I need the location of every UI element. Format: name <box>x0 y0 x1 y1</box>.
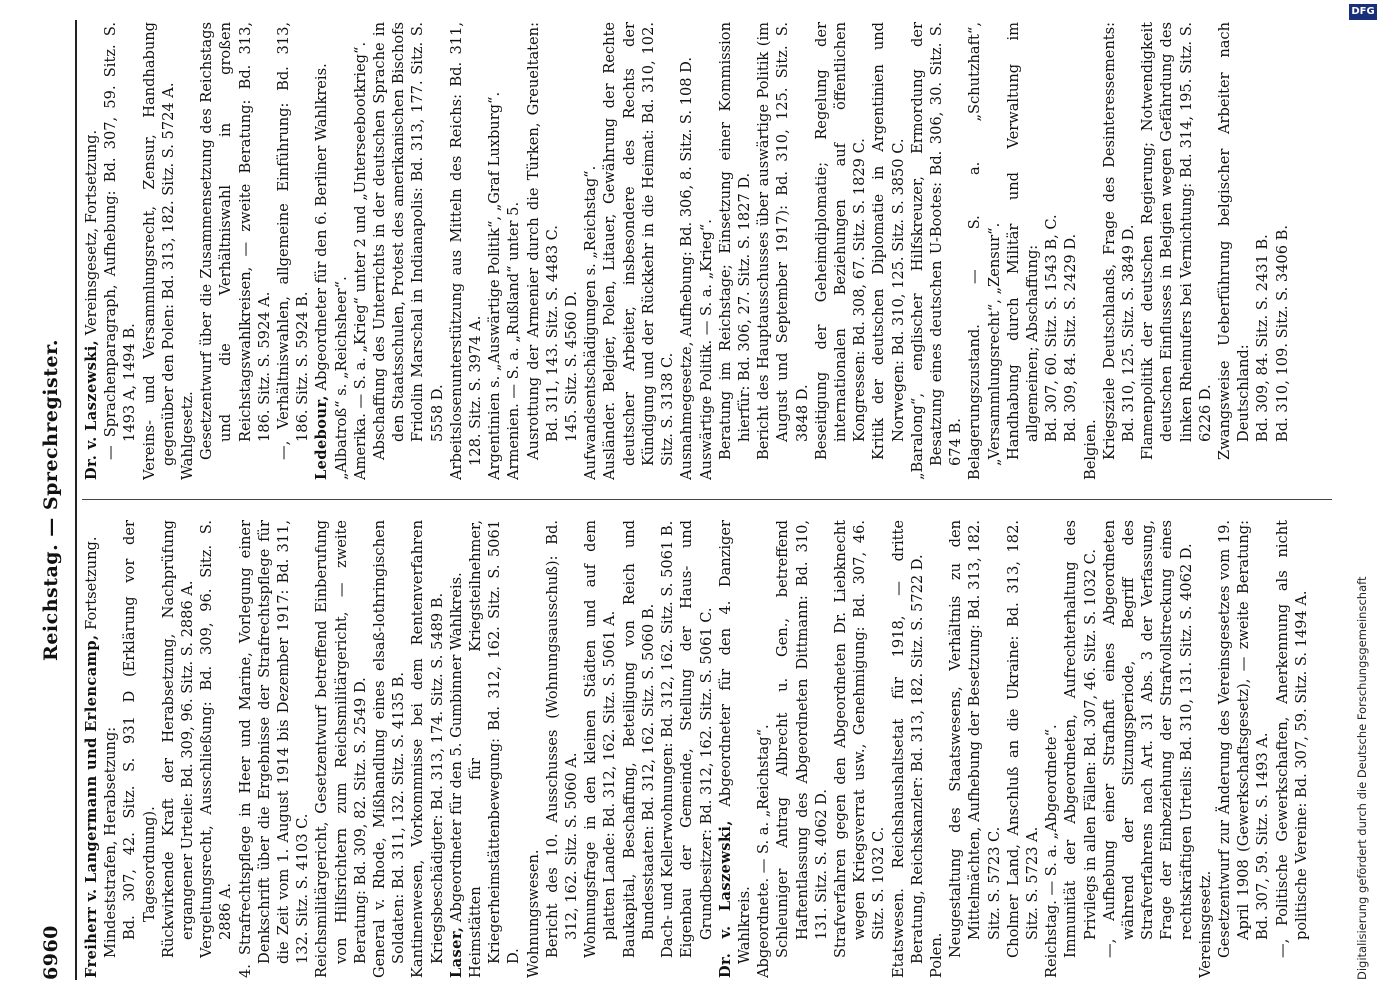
register-entry <box>524 520 543 978</box>
register-entry <box>927 520 946 978</box>
entry-text: Bericht des Hauptausschusses über auswärtige Politik (im August und September 1917): Bd. 310, 125. Sitz. S. 3848 D. <box>755 22 811 460</box>
register-entry <box>447 22 485 480</box>
entry-text: Strafverfahren gegen den Abgeordneten Dr. Liebknecht wegen Kriegsverrat usw., Genehmigung: Bd. 307, 46. Sitz. S. 1032 C. <box>831 520 888 958</box>
entry-text: —, Verhältniswahlen, allgemeine Einführung: Bd. 313, 186. Sitz. S. 5924 B. <box>275 22 312 460</box>
entry-heading: Ledebour, <box>313 395 331 480</box>
entry-text: —, Politische Gewerkschaften, Anerkennung als nicht politische Vereine: Bd. 307, 59. Sitz. S. 1494 A. <box>1273 520 1310 958</box>
entry-text: Abgeordneter für den 6. Berliner Wahlkreis. <box>313 63 331 396</box>
register-entry <box>1042 22 1061 480</box>
entry-text: Dach- und Kellerwohnungen: Bd. 312, 162. Sitz. S. 5061 B. <box>659 520 677 958</box>
entry-text: „Albatroß“ s. „Reichsheer“. <box>332 276 350 480</box>
entry-text: Belagerungszustand. — S. a. „Schutzhaft“, „Versammlungsrecht“, „Zensur“. <box>966 22 1003 480</box>
register-entry <box>1061 520 1099 978</box>
entry-text: Fortsetzung. <box>83 536 100 635</box>
entry-text: Bd. 307, 60. Sitz. S. 1543 B, C. <box>1043 214 1061 442</box>
register-entry <box>101 22 139 480</box>
register-entry <box>312 22 331 480</box>
entry-text: Schleuniger Antrag Albrecht u. Gen., betreffend Haftentlassung des Abgeordneten Dittmann: Bd. 310, 131. Sitz. S. 4062 D. <box>774 520 830 958</box>
register-entry <box>1061 22 1080 480</box>
page-number: 6960 <box>40 925 62 980</box>
register-entry <box>697 22 716 480</box>
register-entry <box>658 520 677 978</box>
entry-heading: Freiherr v. Langermann und Erlencamp, <box>83 634 100 978</box>
entry-text: 4. Strafrechtspflege in Heer und Marine, Vorlegung einer Denkschrift über die Ergebnisse der Strafrechtspflege für die Zeit vom 1. August 1914 bis Dezember 1917: Bd. 311, 132. Sitz. S. 4103 C. <box>236 520 312 978</box>
register-entry <box>1042 520 1061 978</box>
entry-text: Wahlgesetz. <box>179 391 197 480</box>
register-entry <box>524 22 562 480</box>
page-header <box>40 20 80 980</box>
header-rule <box>75 20 77 980</box>
entry-text: Heimstätten für Kriegsteilnehmer, Kriegerheimstättenbewegung: Bd. 312, 162. Sitz. S. 5061 D. <box>467 520 523 978</box>
register-entry <box>1196 520 1215 978</box>
register-entry <box>562 22 581 480</box>
entry-text: „Baralong“, englischer Hilfskreuzer, Ermordung der Besatzung eines deutschen U-Bootes: Bd. 306, 30. Sitz. S. 674 B. <box>908 22 965 480</box>
entry-text: Gesetzentwurf über die Zusammensetzung des Reichstags und die Verhältniswahl in großen Reichstagswahlkreisen, — zweite Beratung: Bd. 313, 186. Sitz. S. 5924 A. <box>198 22 273 460</box>
register-entry <box>773 520 831 978</box>
funding-note: Digitalisierung gefördert durch die Deutsche Forschungsgemeinschaft <box>1355 576 1369 980</box>
register-entry <box>908 22 966 480</box>
dfg-logo: DFG <box>1349 4 1377 20</box>
register-entry <box>1081 22 1100 480</box>
entry-text: Reichsmilitärgericht, Gesetzentwurf betreffend Einberufung von Hilfsrichtern zum Reichsmilitärgericht, — zweite Beratung: Bd. 309, 82. Sitz. S. 2549 D. <box>313 520 369 978</box>
register-entry <box>889 520 927 978</box>
register-entry <box>1273 22 1292 480</box>
entry-text: Ausrottung der Armenier durch die Türken, Greueltaten: Bd. 311, 143. Sitz. S. 4483 C. <box>524 22 561 460</box>
entry-text: Bd. 309, 84. Sitz. S. 2429 D. <box>1062 233 1080 442</box>
entry-text: Vereinsgesetz, Fortsetzung. <box>83 129 100 340</box>
register-entry <box>1215 22 1253 480</box>
entry-text: Rückwirkende Kraft der Herabsetzung, Nachprüfung ergangener Urteile: Bd. 309, 96. Sitz. S. 2886 A. <box>159 520 197 958</box>
entry-text: Arbeitslosenunterstützung aus Mitteln des Reichs: Bd. 311, 128. Sitz. S. 3974 A. <box>447 22 485 480</box>
register-entry <box>101 520 120 978</box>
register-entry <box>754 520 773 978</box>
register-entry <box>600 22 677 480</box>
entry-text: Baukapital, Beschaffung, Beteiligung von Reich und Bundesstaaten: Bd. 312, 162. Sitz. S. 5060 B. <box>620 520 657 958</box>
register-entry <box>197 22 274 480</box>
entry-text: Bd. 307, 42. Sitz. S. 931 D (Erklärung vor der Tagesordnung). <box>121 520 158 940</box>
entry-text: Vereinsgesetz. <box>1196 870 1214 978</box>
register-entry <box>1100 520 1196 978</box>
entry-text: Handhabung durch Militär und Verwaltung im allgemeinen; Abschaffung: <box>1004 22 1041 460</box>
register-entry <box>581 22 600 480</box>
entry-text: Immunität der Abgeordneten, Aufrechterhaltung des Privilegs in allen Fällen: Bd. 307, 46. Sitz. S. 1032 C. <box>1062 520 1099 958</box>
register-entry <box>869 22 907 480</box>
entry-text: Abgeordneter für den 5. Gumbinner Wahlkreis. <box>447 572 465 927</box>
register-entry <box>274 22 312 480</box>
register-entry <box>370 520 408 978</box>
register-entry <box>197 520 235 978</box>
register-entry <box>754 22 812 480</box>
register-entry <box>140 22 178 480</box>
entry-text: Bd. 310, 109. Sitz. S. 3406 B. <box>1273 224 1291 442</box>
register-entry <box>447 520 466 978</box>
entry-text: Etatswesen. Reichshaushaltsetat für 1918, — dritte Beratung, Reichskanzler: Bd. 313, 182. Sitz. S. 5722 D. <box>889 520 926 978</box>
entry-text: 145. Sitz. S. 4560 D. <box>563 291 581 442</box>
entry-text: Polen. <box>927 932 945 978</box>
entry-text: Wohnungswesen. <box>524 849 542 978</box>
register-entry <box>1253 22 1272 480</box>
register-entry <box>831 520 889 978</box>
entry-text: Amerika. — S. a. „Krieg“ unter 2 und „Unterseebootkrieg“. <box>351 41 369 480</box>
register-entry <box>965 22 1003 480</box>
register-entry <box>1004 520 1042 978</box>
register-entry <box>677 22 696 480</box>
entry-text: — Sprachenparagraph, Aufhebung: Bd. 307, 59. Sitz. S. 1493 A, 1494 B. <box>102 22 139 460</box>
register-entry <box>82 520 101 978</box>
register-entry <box>677 520 715 978</box>
right-column <box>82 22 1352 480</box>
entry-text: Belgien. <box>1081 419 1099 480</box>
entry-text: Vereins- und Versammlungsrecht, Zensur, Handhabung gegenüber den Polen: Bd. 313, 182. Sitz. S. 5724 A. <box>140 22 177 480</box>
entry-text: Argentinien s. „Auswärtige Politik“, „Graf Luxburg“. <box>486 91 504 480</box>
left-column <box>82 520 1352 978</box>
entry-text: Beratung im Reichstage; Einsetzung einer Kommission hierfür: Bd. 306, 27. Sitz. S. 1827 D. <box>716 22 753 460</box>
register-entry <box>620 520 658 978</box>
register-entry <box>812 22 870 480</box>
entry-text: Ausnahmegesetze, Aufhebung: Bd. 306, 8. Sitz. S. 108 D. <box>678 57 696 480</box>
entry-text: Gesetzentwurf zur Änderung des Vereinsgesetzes vom 19. April 1908 (Gewerkschaftsgesetz), — zweite Beratung: Bd. 307, 59. Sitz. S. 1493 A. <box>1215 520 1272 958</box>
entry-text: Kritik der deutschen Diplomatie in Argentinien und Norwegen: Bd. 310, 125. Sitz. S. 3850 C. <box>870 22 907 460</box>
entry-text: Kantinenwesen, Vorkommnisse bei dem Rentenverfahren Kriegsbeschädigter: Bd. 313, 174. Sitz. S. 5489 B. <box>409 520 446 978</box>
register-entry <box>408 520 446 978</box>
register-entry <box>1100 22 1138 480</box>
page-title: Reichstag. — Sprechregister. <box>40 339 62 661</box>
register-entry <box>332 22 351 480</box>
register-entry <box>120 520 158 978</box>
register-entry <box>159 520 197 978</box>
column-divider <box>82 499 1332 500</box>
register-entry <box>1273 520 1311 978</box>
entry-text: Beseitigung der Geheimdiplomatie; Regelung der internationalen Beziehungen auf öffentlichen Kongressen: Bd. 308, 67. Sitz. S. 1829 C. <box>812 22 869 460</box>
register-entry <box>485 22 504 480</box>
entry-text: —, Aufhebung einer Strafhaft eines Abgeordneten während der Sitzungsperiode, Begriff des Strafverfahrens nach Art. 31 Abs. 3 der Verfassung, Frage der Einbeziehung der Strafvollstreckung eines rechtskräftigen Urteils: Bd. 310, 131. Sitz. S. 4062 D. <box>1100 520 1195 958</box>
register-entry <box>1215 520 1273 978</box>
register-entry <box>236 520 313 978</box>
register-entry <box>351 22 370 480</box>
register-entry <box>466 520 524 978</box>
register-entry <box>178 22 197 480</box>
register-entry <box>543 520 581 978</box>
register-entry <box>716 22 754 480</box>
entry-text: Bericht des 10. Ausschusses (Wohnungsausschuß): Bd. 312, 162. Sitz. S. 5060 A. <box>543 520 581 958</box>
entry-text: Flamenpolitik der deutschen Regierung; Notwendigkeit deutschen Einflusses in Belgien wegen Gefährdung des linken Rheinufers bei Vernichtung: Bd. 314, 195. Sitz. S. 6226 D. <box>1139 22 1214 460</box>
entry-text: Abgeordnete. — S. a. „Reichstag“. <box>755 724 773 978</box>
register-entry <box>312 520 370 978</box>
entry-text: Cholmer Land, Anschluß an die Ukraine: Bd. 313, 182. Sitz. S. 5723 A. <box>1004 520 1041 958</box>
register-entry <box>504 22 523 480</box>
entry-text: Ausländer. Belgier, Polen, Litauer, Gewährung der Rechte deutscher Arbeiter, insbesondere des Rechts der Kündigung und der Rückkehr in die Heimat: Bd. 310, 102. Sitz. S. 3138 C. <box>601 22 677 480</box>
entry-text: Reichstag. — S. a. „Abgeordnete“. <box>1043 724 1061 978</box>
entry-heading: Dr. v. Laszewski, <box>83 339 100 480</box>
entry-text: Eigenbau der Gemeinde, Stellung der Haus- und Grundbesitzer: Bd. 312, 162. Sitz. S. 5061 C. <box>678 520 715 958</box>
register-entry <box>716 520 754 978</box>
entry-text: Mindeststrafen, Herabsetzung: <box>102 726 120 958</box>
entry-text: Aufwandsentschädigungen s. „Reichstag“. <box>582 165 600 480</box>
entry-text: Neugestaltung des Staatswesens, Verhältnis zu den Mittelmächten, Aufhebung der Besetzung: Bd. 313, 182. Sitz. S. 5723 C. <box>947 520 1003 958</box>
entry-text: Kriegsziele Deutschlands, Frage des Desinteressements: Bd. 310, 125. Sitz. S. 3849 D. <box>1100 22 1137 460</box>
register-entry <box>1138 22 1215 480</box>
entry-text: Wohnungsfrage in den kleinen Städten und auf dem platten Lande: Bd. 312, 162. Sitz. S. 5061 A. <box>582 520 619 958</box>
entry-heading: Dr. v. Laszewski, <box>716 820 734 978</box>
entry-text: Abgeordneter für den 4. Danziger Wahlkreis. <box>716 520 753 964</box>
register-entry <box>1004 22 1042 480</box>
entry-text: Armenien. — S. a. „Rußland“ unter 5. <box>505 201 523 480</box>
register-entry <box>370 22 447 480</box>
register-entry <box>581 520 619 978</box>
register-entry <box>82 22 101 480</box>
entry-text: Bd. 309, 84. Sitz. S. 2431 B. <box>1254 234 1272 442</box>
register-entry <box>946 520 1004 978</box>
entry-text: Auswärtige Politik. — S. a. „Krieg“. <box>697 219 715 480</box>
entry-text: Zwangsweise Ueberführung belgischer Arbeiter nach Deutschland: <box>1215 22 1253 460</box>
entry-text: Abschaffung des Unterrichts in der deutschen Sprache in den Staatsschulen, Protest des amerikanischen Bischofs Fridolin Marschal in Indianapolis: Bd. 313, 177. Sitz. S. 5558 D. <box>371 22 446 460</box>
entry-text: Vergeltungsrecht, Ausschließung: Bd. 309, 96. Sitz. S. 2886 A. <box>198 520 235 958</box>
entry-heading: Laser, <box>447 926 465 978</box>
entry-text: General v. Rhode, Mißhandlung eines elsaß-lothringischen Soldaten: Bd. 311, 132. Sitz. S. 4135 B. <box>371 520 408 978</box>
